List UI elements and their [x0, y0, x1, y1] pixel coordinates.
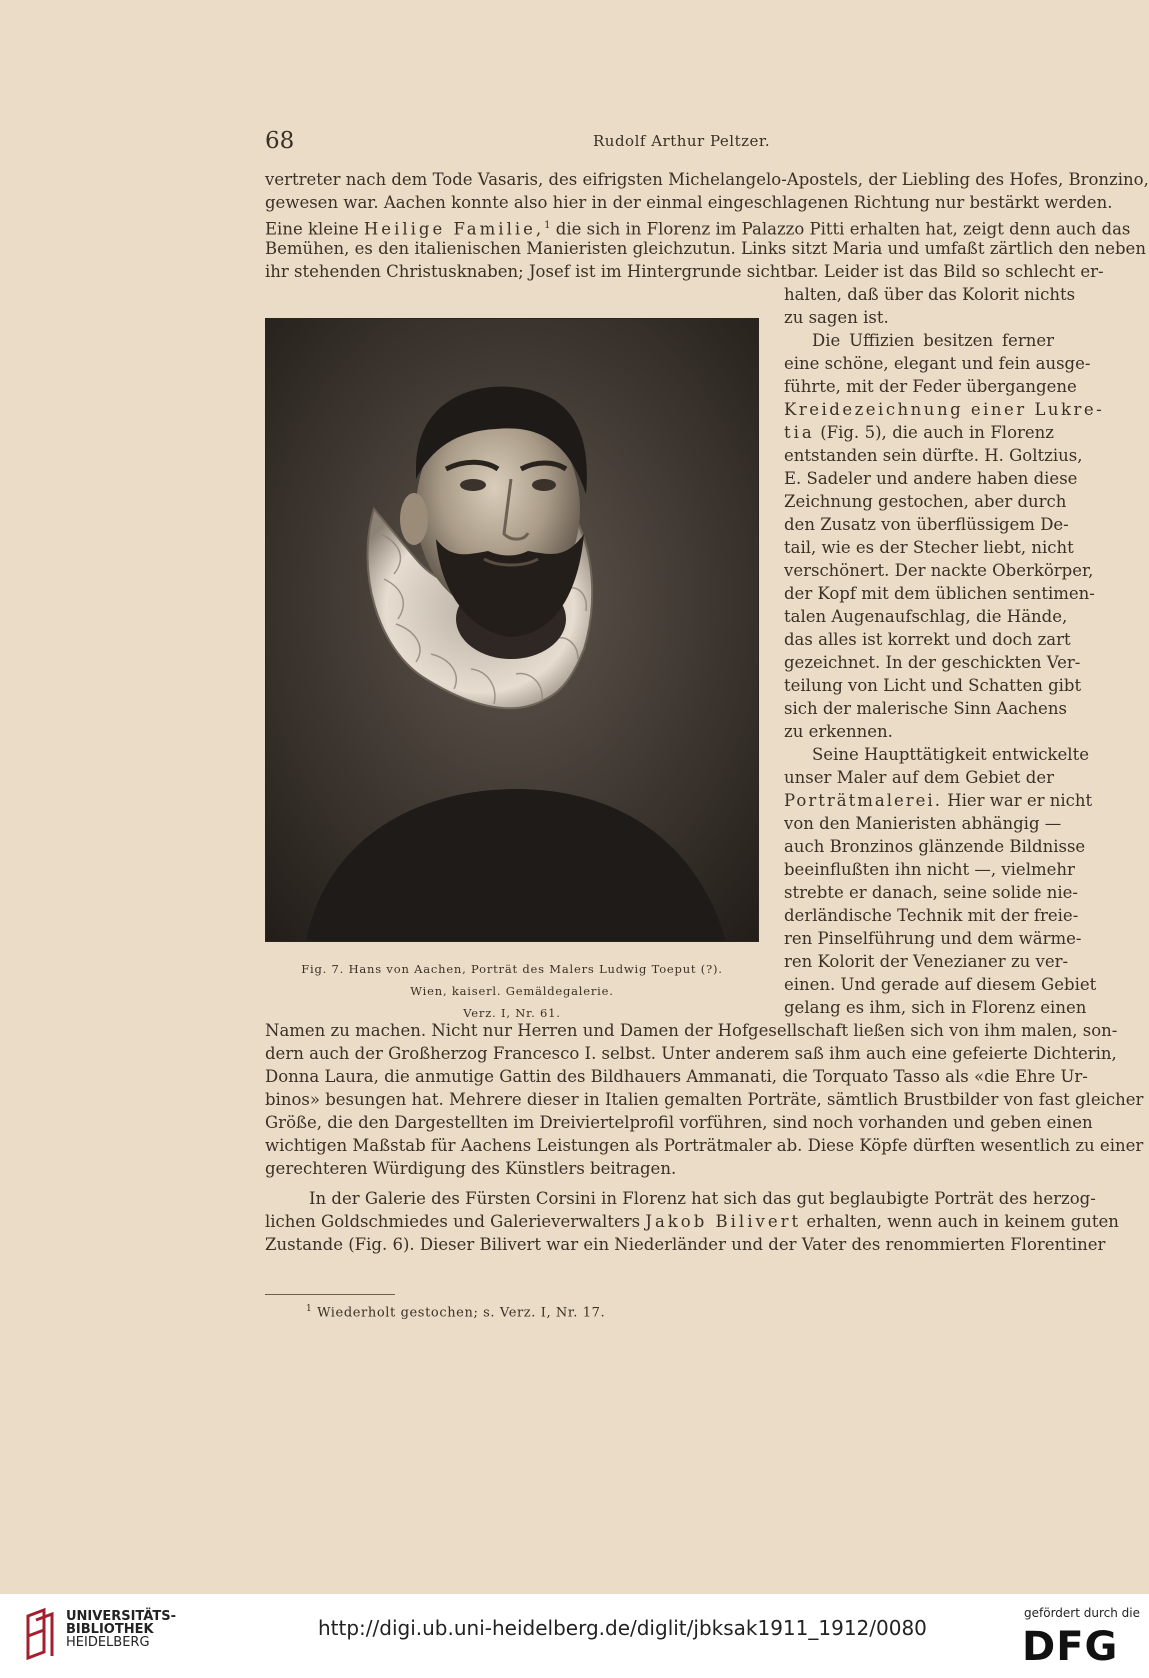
text-line: Namen zu machen. Nicht nur Herren und Damen der Hofgesellschaft ließen sich von ihm malen, son-	[265, 1021, 1118, 1040]
column-line: teilung von Licht und Schatten gibt	[784, 676, 1082, 695]
column-line: Zeichnung gestochen, aber durch	[784, 492, 1067, 511]
column-line: E. Sadeler und andere haben diese	[784, 469, 1078, 488]
text-line: Bemühen, es den italienischen Manieristen gleichzutun. Links sitzt Maria und umfaßt zärtlich den neben	[265, 239, 1146, 258]
column-line: Die Uffizien besitzen ferner	[812, 331, 1054, 350]
spaced-title: Heilige Familie,	[363, 219, 545, 239]
library-name-line: HEIDELBERG	[66, 1635, 150, 1650]
column-line: ren Kolorit der Venezianer zu ver-	[784, 952, 1069, 971]
column-line: eine schöne, elegant und fein ausge-	[784, 354, 1091, 373]
column-line: unser Maler auf dem Gebiet der	[784, 768, 1054, 787]
column-line: gezeichnet. In der geschickten Ver-	[784, 653, 1081, 672]
page-header	[265, 128, 1055, 158]
text-run: (Fig. 5), die auch in Florenz	[820, 423, 1054, 442]
text-run: Hier war er nicht	[947, 791, 1093, 810]
column-line: sich der malerische Sinn Aachens	[784, 699, 1067, 718]
text-run: lichen Goldschmiedes und Galerieverwalters	[265, 1212, 641, 1231]
text-run: die sich in Florenz im Palazzo Pitti erhalten hat, zeigt denn auch das	[555, 219, 1131, 239]
text-line	[265, 1210, 1119, 1233]
column-line: der Kopf mit dem üblichen sentimen-	[784, 584, 1095, 603]
text-line: vertreter nach dem Tode Vasaris, des eifrigsten Michelangelo-Apostels, der Liebling des Hofes, Bronzino,	[265, 170, 1149, 189]
column-line: entstanden sein dürfte. H. Goltzius,	[784, 446, 1083, 465]
dfg-logo: DFG	[1022, 1624, 1119, 1670]
column-line: einen. Und gerade auf diesem Gebiet	[784, 975, 1097, 994]
column-line: den Zusatz von überflüssigem De-	[784, 515, 1069, 534]
portrait-figure	[265, 318, 759, 942]
library-logo-icon	[24, 1608, 60, 1660]
column-line: zu sagen ist.	[784, 308, 889, 327]
text-line: binos» besungen hat. Mehrere dieser in Italien gemalten Porträte, sämtlich Brustbilder von fast gleicher	[265, 1090, 1144, 1109]
figure-caption-line: Wien, kaiserl. Gemäldegalerie.	[410, 984, 614, 998]
running-head: Rudolf Arthur Peltzer.	[593, 132, 771, 150]
portrait-image	[266, 319, 758, 941]
spaced-title: tia	[784, 423, 815, 442]
footnote-text: Wiederholt gestochen; s. Verz. I, Nr. 17.	[317, 1305, 606, 1321]
text-line: dern auch der Großherzog Francesco I. selbst. Unter anderem saß ihm auch eine gefeierte Dichterin,	[265, 1044, 1117, 1063]
library-name-line: BIBLIOTHEK	[66, 1622, 154, 1637]
text-line: In der Galerie des Fürsten Corsini in Florenz hat sich das gut beglaubigte Porträt des herzog-	[309, 1189, 1096, 1208]
column-line: auch Bronzinos glänzende Bildnisse	[784, 837, 1086, 856]
text-run: Eine kleine	[265, 219, 359, 239]
text-line: wichtigen Maßstab für Aachens Leistungen als Porträtmaler ab. Diese Köpfe dürften wesentlich zu einer	[265, 1136, 1144, 1155]
column-line: talen Augenaufschlag, die Hände,	[784, 607, 1068, 626]
footnote-marker: 1	[306, 1304, 313, 1314]
text-line: Zustande (Fig. 6). Dieser Bilivert war ein Niederländer und der Vater des renommierten Florentiner	[265, 1235, 1106, 1254]
spaced-title: Jakob Bilivert	[645, 1212, 802, 1231]
column-line: Seine Haupttätigkeit entwickelte	[812, 745, 1089, 764]
column-line: beeinflußten ihn nicht —, vielmehr	[784, 860, 1075, 879]
library-name	[66, 1610, 176, 1649]
spaced-title: Porträtmalerei.	[784, 791, 942, 810]
text-run: erhalten, wenn auch in keinem guten	[806, 1212, 1119, 1231]
funded-by-label: gefördert durch die	[1024, 1606, 1140, 1620]
text-line: gewesen war. Aachen konnte also hier in der einmal eingeschlagenen Richtung nur bestärkt werden.	[265, 193, 1113, 212]
footer-bar	[0, 1594, 1149, 1678]
column-line: halten, daß über das Kolorit nichts	[784, 285, 1076, 304]
column-line	[784, 789, 1093, 812]
permalink-url[interactable]: http://digi.ub.uni-heidelberg.de/diglit/jbksak1911_1912/0080	[318, 1616, 927, 1640]
text-line: gerechteren Würdigung des Künstlers beitragen.	[265, 1159, 677, 1178]
page-number: 68	[265, 128, 295, 154]
footnote-divider	[265, 1294, 395, 1295]
column-line: Kreidezeichnung einer Lukre-	[784, 400, 1105, 419]
column-line: zu erkennen.	[784, 722, 893, 741]
column-line: tail, wie es der Stecher liebt, nicht	[784, 538, 1074, 557]
figure-caption-line: Verz. I, Nr. 61.	[463, 1006, 561, 1020]
column-line	[784, 421, 1054, 444]
text-line: ihr stehenden Christusknaben; Josef ist im Hintergrunde sichtbar. Leider ist das Bild so schlecht er-	[265, 262, 1104, 281]
text-line: Donna Laura, die anmutige Gattin des Bildhauers Ammanati, die Torquato Tasso als «die Ehre Ur-	[265, 1067, 1088, 1086]
column-line: führte, mit der Feder übergangene	[784, 377, 1077, 396]
column-line: gelang es ihm, sich in Florenz einen	[784, 998, 1087, 1017]
column-line: das alles ist korrekt und doch zart	[784, 630, 1071, 649]
footnote-ref: 1	[544, 220, 551, 231]
library-name-line: UNIVERSITÄTS-	[66, 1609, 176, 1624]
column-line: ren Pinselführung und dem wärme-	[784, 929, 1082, 948]
column-line: strebte er danach, seine solide nie-	[784, 883, 1078, 902]
text-line: Größe, die den Dargestellten im Dreiviertelprofil vorführen, sind noch vorhanden und geben einen	[265, 1113, 1093, 1132]
footnote	[306, 1304, 605, 1320]
column-line: von den Manieristen abhängig —	[784, 814, 1062, 833]
column-line: verschönert. Der nackte Oberkörper,	[784, 561, 1094, 580]
column-line: derländische Technik mit der freie-	[784, 906, 1079, 925]
figure-caption-line: Fig. 7. Hans von Aachen, Porträt des Malers Ludwig Toeput (?).	[301, 962, 723, 976]
